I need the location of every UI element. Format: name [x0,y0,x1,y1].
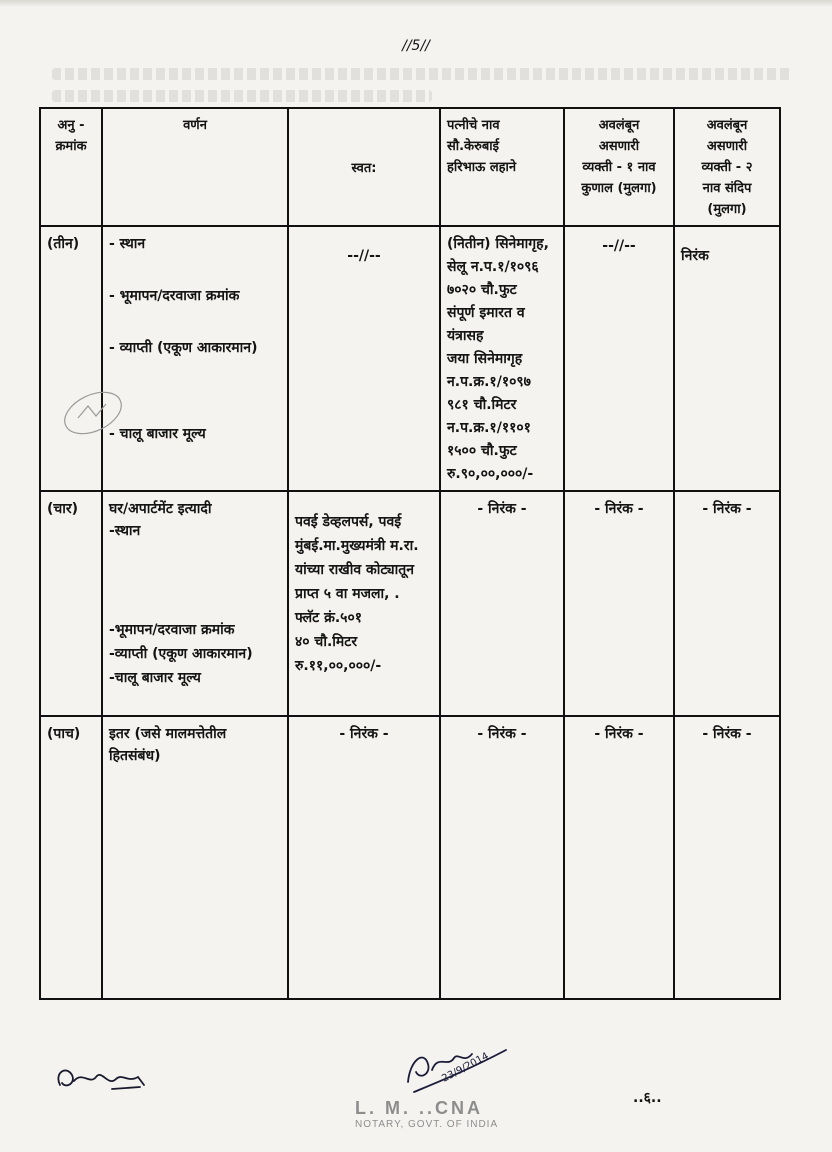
faint-stamp-mark [58,388,128,438]
desc-details: -भूमापन/दरवाजा क्रमांक -व्याप्ती (एकूण आकारमान) -चालू बाजार मूल्य [109,622,253,686]
header-spouse: पत्नीचे नाव सौ.केरुबाई हरिभाऊ लहाने [440,108,564,226]
row-dependent-2: - निरंक - [674,716,780,999]
header-self: स्वत: [288,108,440,226]
signature-left [52,1055,152,1100]
row-spouse: - निरंक - [440,491,564,716]
row-self: --//-- [288,226,440,491]
signature-date: 23/9/2014 [440,1050,491,1085]
bleed-through-text [52,68,792,80]
row-description [102,226,288,491]
row-serial: (तीन) [40,226,102,491]
page-top-edge [0,0,832,7]
table-row [40,226,780,491]
row-dependent-2: निरंक [674,226,780,491]
row-dependent-1: --//-- [564,226,674,491]
row-dependent-2: - निरंक - [674,491,780,716]
row-description: इतर (जसे मालमत्तेतील हितसंबंध) [102,716,288,999]
desc-survey-number: - भूमापन/दरवाजा क्रमांक [109,288,240,304]
row-description [102,491,288,716]
desc-location: घर/अपार्टमेंट इत्यादी -स्थान [109,501,212,539]
row-spouse: (नितीन) सिनेमागृह, सेलू न.प.१/१०९६ ७०२० चौ.फुट संपूर्ण इमारत व यंत्रासह जया सिनेमागृह न.प.क्र.१/१०९७ ९८१ चौ.मिटर न.प.क्र.१/११०१ १५०० चौ.फुट रु.९०,००,०००/- [440,226,564,491]
row-serial: (पाच) [40,716,102,999]
bleed-through-text [52,90,432,102]
notary-name: L. M. ..CNA [355,1098,483,1118]
header-dependent-2: अवलंबून असणारी व्यक्ती - २ नाव संदिप (मुलगा) [674,108,780,226]
row-self: पवई डेव्हलपर्स, पवई मुंबई.मा.मुख्यमंत्री म.रा. यांच्या राखीव कोट्यातून प्राप्त ५ वा मजला, . फ्लॅट क्रं.५०१ ४० चौ.मिटर रु.११,००,०००/- [288,491,440,716]
row-dependent-1: - निरंक - [564,716,674,999]
row-serial: (चार) [40,491,102,716]
desc-location: - स्थान [109,236,146,252]
table-row [40,491,780,716]
table-header-row [40,108,780,226]
desc-market-value: - चालू बाजार मूल्य [109,426,206,442]
row-spouse: - निरंक - [440,716,564,999]
signature-notary [398,1030,518,1100]
desc-area: - व्याप्ती (एकूण आकारमान) [109,340,258,356]
notary-title: NOTARY, GOVT. OF INDIA [355,1119,499,1130]
notary-stamp [355,1098,535,1130]
asset-declaration-table [39,107,781,1000]
table-row [40,716,780,999]
row-dependent-1: - निरंक - [564,491,674,716]
header-dependent-1: अवलंबून असणारी व्यक्ती - १ नाव कुणाल (मुलगा) [564,108,674,226]
page-number: //5// [402,38,430,54]
header-serial: अनु - क्रमांक [40,108,102,226]
next-page-marker: ..६.. [633,1090,662,1106]
header-description: वर्णन [102,108,288,226]
row-self: - निरंक - [288,716,440,999]
